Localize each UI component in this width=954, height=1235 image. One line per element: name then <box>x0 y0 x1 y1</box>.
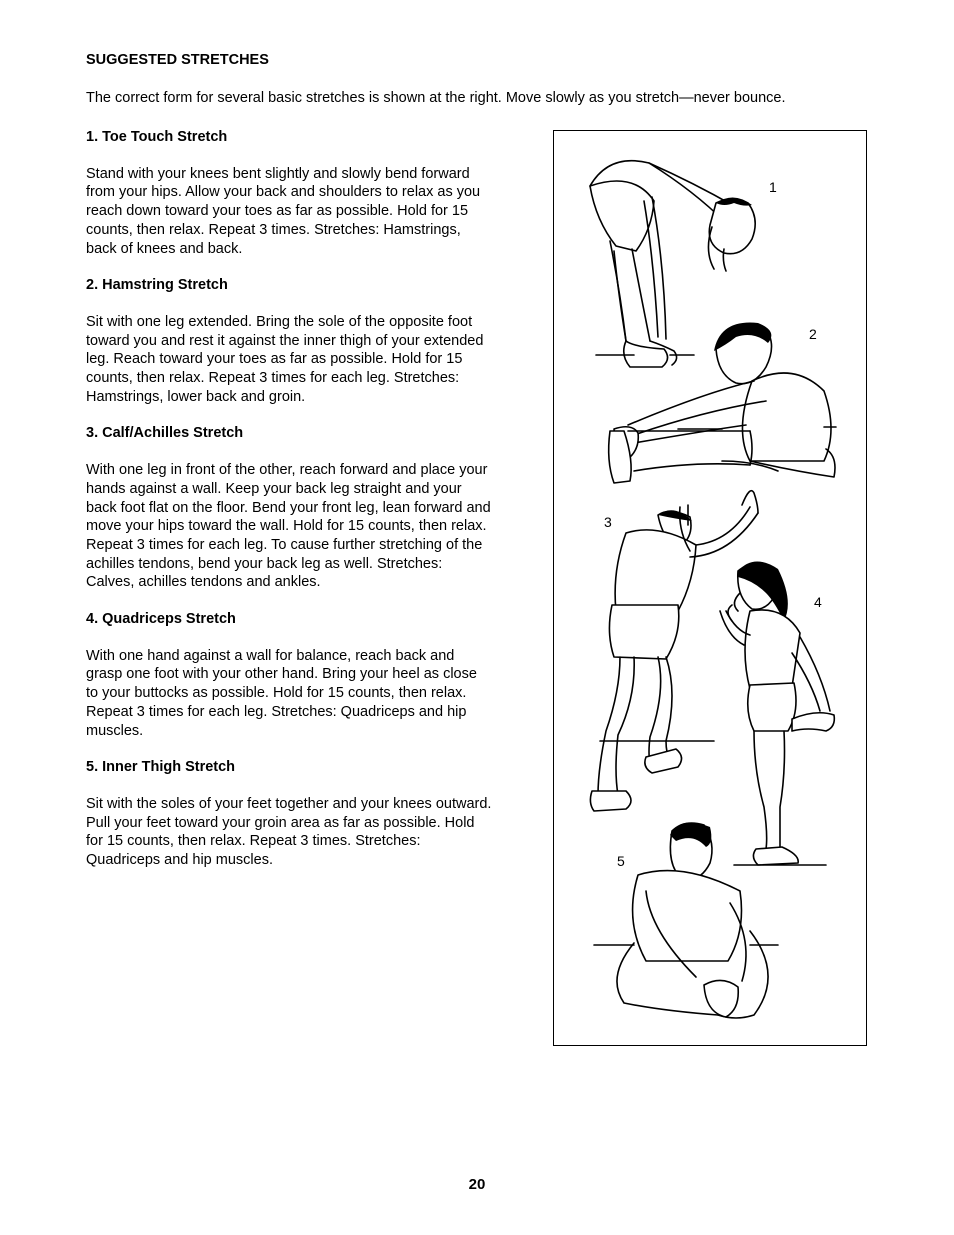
description-line: back foot flat on the floor. Bend your front leg, lean forward and <box>86 499 491 516</box>
description-line: counts, then relax. Repeat 3 times for each leg. Stretches: <box>86 370 460 387</box>
stretch-list <box>86 128 526 888</box>
description-line: toward you and rest it against the inner thigh of your extended <box>86 332 484 349</box>
description-line: Stand with your knees bent slightly and slowly bend forward <box>86 165 470 182</box>
page-title: SUGGESTED STRETCHES <box>86 52 269 68</box>
stretch-description <box>86 795 526 870</box>
stretch-title: 3. Calf/Achilles Stretch <box>86 425 244 442</box>
description-line: Hamstrings, lower back and groin. <box>86 388 306 405</box>
stretch-section <box>86 276 526 406</box>
description-line: With one hand against a wall for balance, reach back and <box>86 647 455 664</box>
description-line: to your buttocks as possible. Hold for 15 counts, then relax. <box>86 685 467 702</box>
figure-label-4: 4 <box>814 594 822 610</box>
stretch-description <box>86 165 526 259</box>
stretch-section <box>86 128 526 258</box>
description-line: Calves, achilles tendons and ankles. <box>86 574 321 591</box>
stretch-illustrations <box>553 130 867 1046</box>
stretch-illustration-svg <box>554 131 868 1047</box>
figure-label-1: 1 <box>769 179 777 195</box>
page-number: 20 <box>468 1176 486 1193</box>
description-line: Sit with one leg extended. Bring the sole of the opposite foot <box>86 313 473 330</box>
description-line: Repeat 3 times for each leg. Stretches: Quadriceps and hip <box>86 703 467 720</box>
description-line: muscles. <box>86 722 144 739</box>
stretch-description <box>86 461 526 592</box>
intro-paragraph: The correct form for several basic stretches is shown at the right. Move slowly as you stretch—never bounce. <box>86 90 786 106</box>
figure-3-calf-illustration <box>590 491 758 811</box>
description-line: back of knees and back. <box>86 240 243 257</box>
stretch-section <box>86 610 526 740</box>
description-line: from your hips. Allow your back and shoulders to relax as you <box>86 184 481 201</box>
stretch-title: 4. Quadriceps Stretch <box>86 611 236 628</box>
description-line: Repeat 3 times for each leg. To cause further stretching of the <box>86 536 483 553</box>
description-line: Pull your feet toward your groin area as far as possible. Hold <box>86 814 475 831</box>
description-line: achilles tendons, bend your back leg as well. Stretches: <box>86 555 443 572</box>
description-line: Sit with the soles of your feet together and your knees outward. <box>86 795 492 812</box>
stretch-description <box>86 313 526 407</box>
description-line: hands against a wall. Keep your back leg straight and your <box>86 480 462 497</box>
stretch-title: 1. Toe Touch Stretch <box>86 129 228 145</box>
stretch-section <box>86 424 526 592</box>
stretch-description <box>86 647 526 741</box>
figure-label-5: 5 <box>617 853 625 869</box>
description-line: grasp one foot with your other hand. Bring your heel as close <box>86 666 477 683</box>
description-line: leg. Reach toward your toes as far as possible. Hold for 15 <box>86 351 463 368</box>
figure-5-inner-thigh-illustration <box>594 823 778 1019</box>
description-line: Quadriceps and hip muscles. <box>86 852 273 869</box>
description-line: reach down toward your toes as far as possible. Hold for 15 <box>86 203 469 220</box>
description-line: for 15 counts, then relax. Repeat 3 times. Stretches: <box>86 833 421 850</box>
description-line: With one leg in front of the other, reach forward and place your <box>86 462 488 479</box>
figure-label-3: 3 <box>604 514 612 530</box>
stretch-section <box>86 758 526 870</box>
description-line: move your hips toward the wall. Hold for 15 counts, then relax. <box>86 518 487 535</box>
description-line: counts, then relax. Repeat 3 times. Stretches: Hamstrings, <box>86 221 461 238</box>
stretch-title: 5. Inner Thigh Stretch <box>86 759 236 776</box>
stretch-title: 2. Hamstring Stretch <box>86 277 228 294</box>
figure-label-2: 2 <box>809 326 817 342</box>
